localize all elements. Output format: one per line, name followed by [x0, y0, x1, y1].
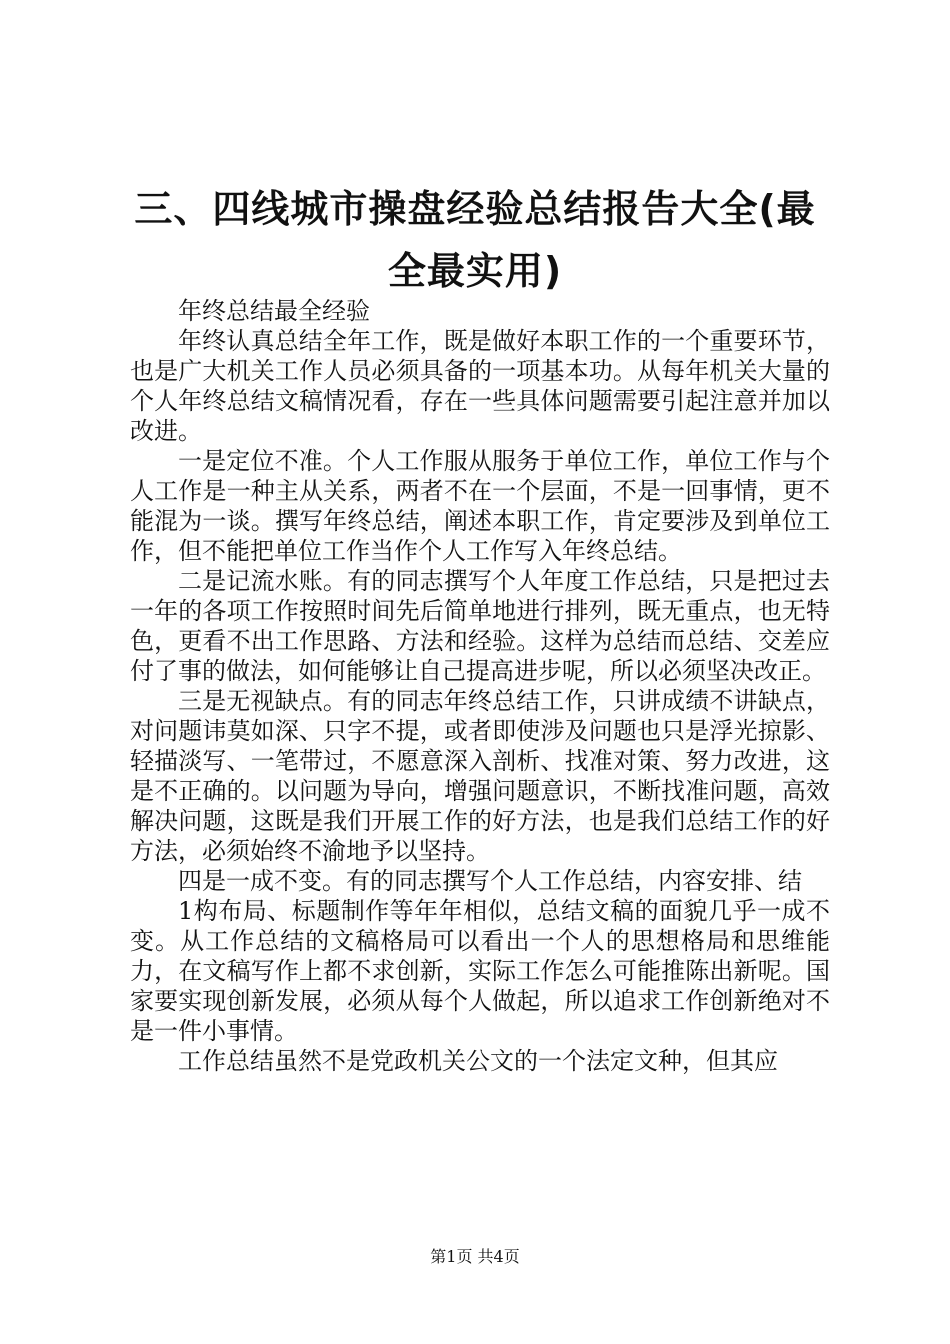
- paragraph-closing: 工作总结虽然不是党政机关公文的一个法定文种，但其应: [178, 1047, 778, 1075]
- paragraph-intro: 年终认真总结全年工作，既是做好本职工作的一个重要环节，也是广大机关工作人员必须具备的一项基本功。从每年机关大量的个人年终总结文稿情况看，存在一些具体问题需要引起注意并加以改进。: [130, 327, 830, 445]
- paragraph-subtitle: 年终总结最全经验: [178, 297, 370, 325]
- paragraph-point-4: 四是一成不变。有的同志撰写个人工作总结，内容安排、结: [178, 867, 802, 895]
- paragraph-point-1: 一是定位不准。个人工作服从服务于单位工作，单位工作与个人工作是一种主从关系，两者不在一个层面，不是一回事情，更不能混为一谈。撰写年终总结，阐述本职工作，肯定要涉及到单位工作，但不能把单位工作当作个人工作写入年终总结。: [130, 447, 830, 565]
- paragraph-point-2: 二是记流水账。有的同志撰写个人年度工作总结，只是把过去一年的各项工作按照时间先后简单地进行排列，既无重点，也无特色，更看不出工作思路、方法和经验。这样为总结而总结、交差应付了事的做法，如何能够让自己提高进步呢，所以必须坚决改正。: [130, 567, 830, 685]
- document-body: [130, 296, 830, 1076]
- paragraph-point-4-continued: 1构布局、标题制作等年年相似，总结文稿的面貌几乎一成不变。从工作总结的文稿格局可以看出一个人的思想格局和思维能力，在文稿写作上都不求创新，实际工作怎么可能推陈出新呢。国家要实现创新发展，必须从每个人做起，所以追求工作创新绝对不是一件小事情。: [130, 897, 830, 1045]
- page-footer: 第1页 共4页: [430, 1247, 520, 1266]
- document-title: 三、四线城市操盘经验总结报告大全(最全最实用): [134, 187, 816, 293]
- paragraph-point-3: 三是无视缺点。有的同志年终总结工作，只讲成绩不讲缺点，对问题讳莫如深、只字不提，或者即使涉及问题也只是浮光掠影、轻描淡写、一笔带过，不愿意深入剖析、找准对策、努力改进，这是不正确的。以问题为导向，增强问题意识，不断找准问题，高效解决问题，这既是我们开展工作的好方法，也是我们总结工作的好方法，必须始终不渝地予以坚持。: [130, 687, 830, 865]
